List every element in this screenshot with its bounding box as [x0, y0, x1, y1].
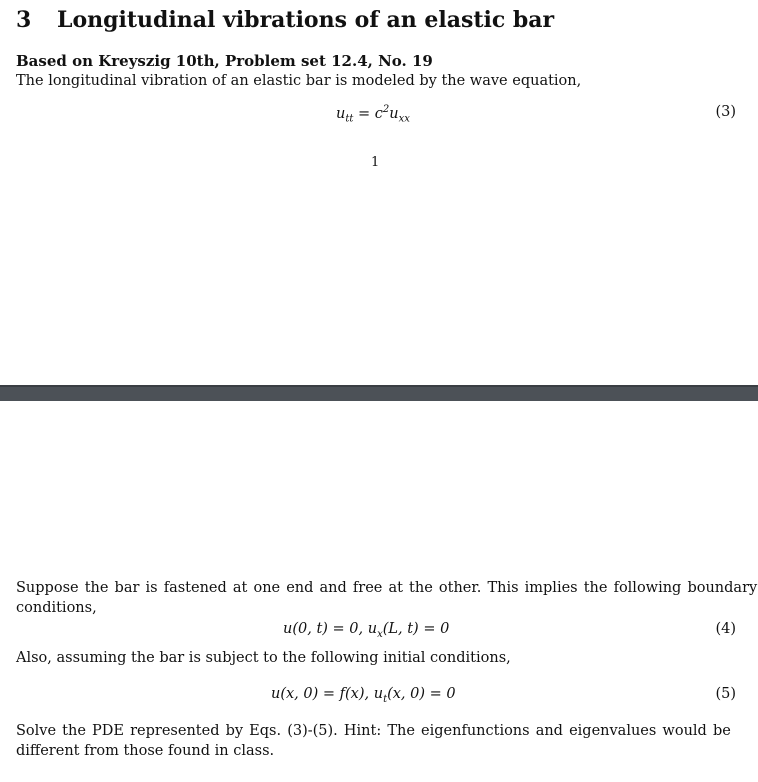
- eq5-part2: (x, 0) = 0: [387, 686, 456, 702]
- eq3-op: = c: [353, 105, 383, 122]
- eq5-part1: u(x, 0) = f(x), u: [271, 686, 384, 702]
- eq5-sub: t: [383, 693, 388, 705]
- eq4-part1: u(0, t) = 0, u: [283, 621, 378, 637]
- eq3-rhs-base: u: [389, 105, 399, 122]
- section-title: Longitudinal vibrations of an elastic bar: [57, 7, 555, 33]
- wave-equation: [336, 104, 410, 125]
- eq4-part2: (L, t) = 0: [382, 621, 450, 637]
- task-text-line-2: different from those found in class.: [16, 743, 275, 759]
- eq3-sup: 2: [382, 104, 390, 115]
- task-text-line-1: Solve the PDE represented by Eqs. (3)-(5). Hint: The eigenfunctions and eigenvalues would be: [16, 723, 731, 739]
- page-number: 1: [371, 155, 380, 170]
- eq3-lhs-base: u: [336, 105, 346, 122]
- boundary-conditions-text-line-2: conditions,: [16, 600, 97, 616]
- eq4-sub: x: [377, 628, 383, 640]
- section-number: 3: [16, 7, 32, 33]
- page-separator: [0, 385, 758, 401]
- eq3-rhs-sub: xx: [398, 113, 410, 125]
- initial-conditions-text: Also, assuming the bar is subject to the following initial conditions,: [16, 650, 511, 666]
- intro-text: The longitudinal vibration of an elastic bar is modeled by the wave equation,: [16, 73, 582, 89]
- boundary-conditions-equation: [283, 621, 449, 640]
- equation-number-4: (4): [715, 621, 736, 637]
- equation-number-5: (5): [715, 686, 736, 702]
- problem-source-heading: Based on Kreyszig 10th, Problem set 12.4, No. 19: [16, 52, 433, 70]
- eq3-lhs-sub: tt: [345, 113, 354, 125]
- initial-conditions-equation: [271, 686, 456, 705]
- pdf-page-1: [0, 0, 758, 385]
- boundary-conditions-text-line-1: Suppose the bar is fastened at one end and free at the other. This implies the following boundary: [16, 580, 758, 596]
- equation-number-3: (3): [715, 104, 736, 120]
